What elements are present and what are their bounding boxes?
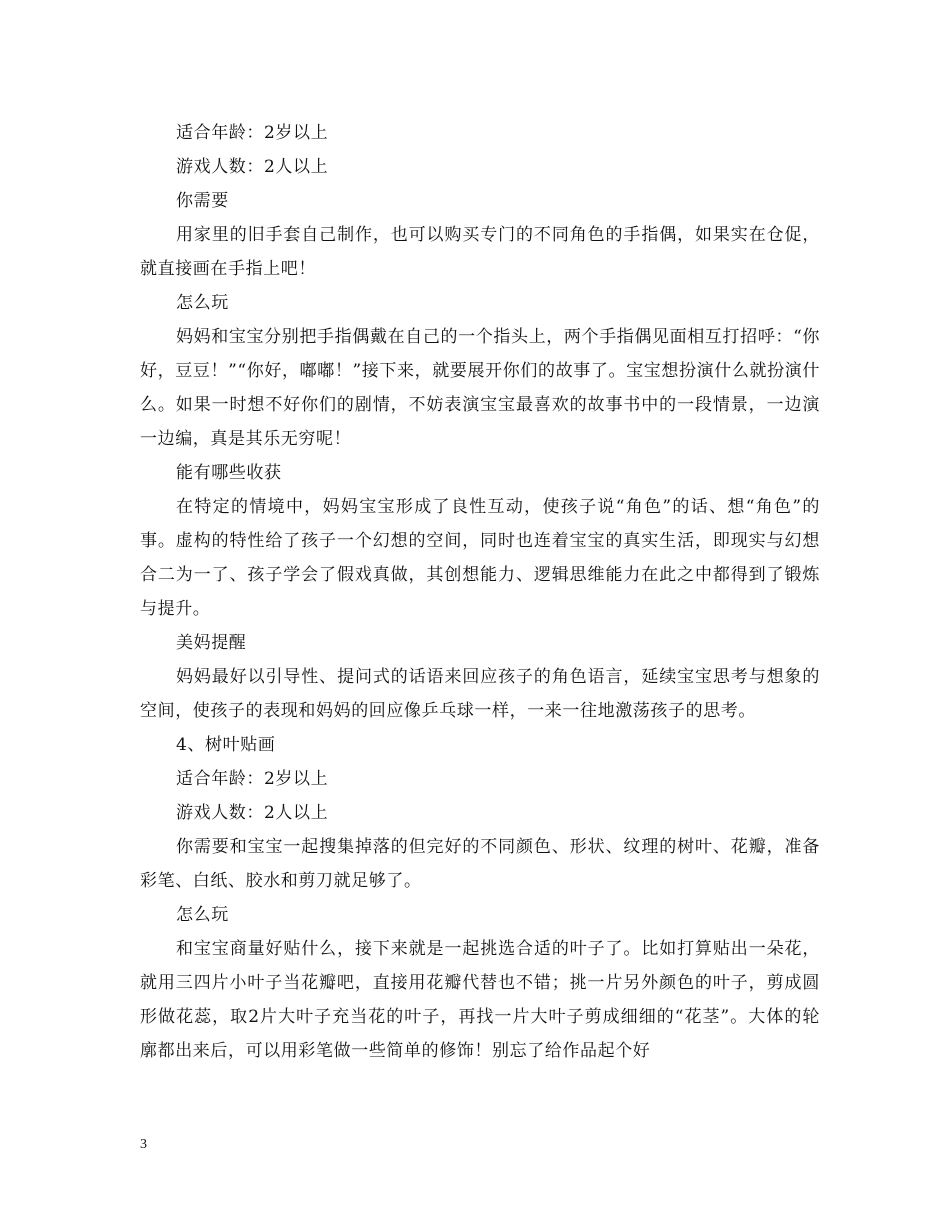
- paragraph-players-1: 游戏人数：2人以上: [176, 157, 329, 177]
- paragraph-how-to-play-1: 妈妈和宝宝分别把手指偶戴在自己的一个指头上，两个手指偶见面相互打招呼：“你好，豆豆！”“你好，嘟嘟！”接下来，就要展开你们的故事了。宝宝想扮演什么就扮演什么。如果一时想不好你们的剧情，不妨表演宝宝最喜欢的故事书中的一段情景，一边演一边编，真是其乐无穷呢！: [140, 327, 820, 449]
- heading-how-to-play-1: 怎么玩: [176, 293, 229, 313]
- paragraph-age-2: 适合年龄：2岁以上: [176, 769, 329, 789]
- paragraph-tips: 妈妈最好以引导性、提问式的话语来回应孩子的角色语言，延续宝宝思考与想象的空间，使孩子的表现和妈妈的回应像乒乓球一样，一来一往地激荡孩子的思考。: [140, 667, 820, 721]
- page-number: 3: [140, 1137, 147, 1152]
- paragraph-players-2: 游戏人数：2人以上: [176, 803, 329, 823]
- heading-how-to-play-2: 怎么玩: [176, 905, 229, 925]
- heading-tips: 美妈提醒: [176, 633, 247, 653]
- section-title-leaf-collage: 4、树叶贴画: [176, 735, 276, 755]
- paragraph-materials-1: 用家里的旧手套自己制作，也可以购买专门的不同角色的手指偶，如果实在仓促，就直接画在手指上吧！: [140, 225, 820, 279]
- paragraph-how-to-play-2: 和宝宝商量好贴什么，接下来就是一起挑选合适的叶子了。比如打算贴出一朵花，就用三四片小叶子当花瓣吧，直接用花瓣代替也不错；挑一片另外颜色的叶子，剪成圆形做花蕊，取2片大叶子充当花的叶子，再找一片大叶子剪成细细的“花茎”。大体的轮廓都出来后，可以用彩笔做一些简单的修饰！别忘了给作品起个好: [140, 939, 820, 1061]
- heading-materials-1: 你需要: [176, 191, 229, 211]
- paragraph-benefits: 在特定的情境中，妈妈宝宝形成了良性互动，使孩子说“角色”的话、想“角色”的事。虚构的特性给了孩子一个幻想的空间，同时也连着宝宝的真实生活，即现实与幻想合二为一了、孩子学会了假戏真做，其创想能力、逻辑思维能力在此之中都得到了锻炼与提升。: [140, 497, 820, 619]
- heading-benefits: 能有哪些收获: [176, 463, 282, 483]
- paragraph-age-1: 适合年龄：2岁以上: [176, 123, 329, 143]
- body-text: [140, 116, 820, 1068]
- paragraph-materials-2: 你需要和宝宝一起搜集掉落的但完好的不同颜色、形状、纹理的树叶、花瓣，准备彩笔、白纸、胶水和剪刀就足够了。: [140, 837, 820, 891]
